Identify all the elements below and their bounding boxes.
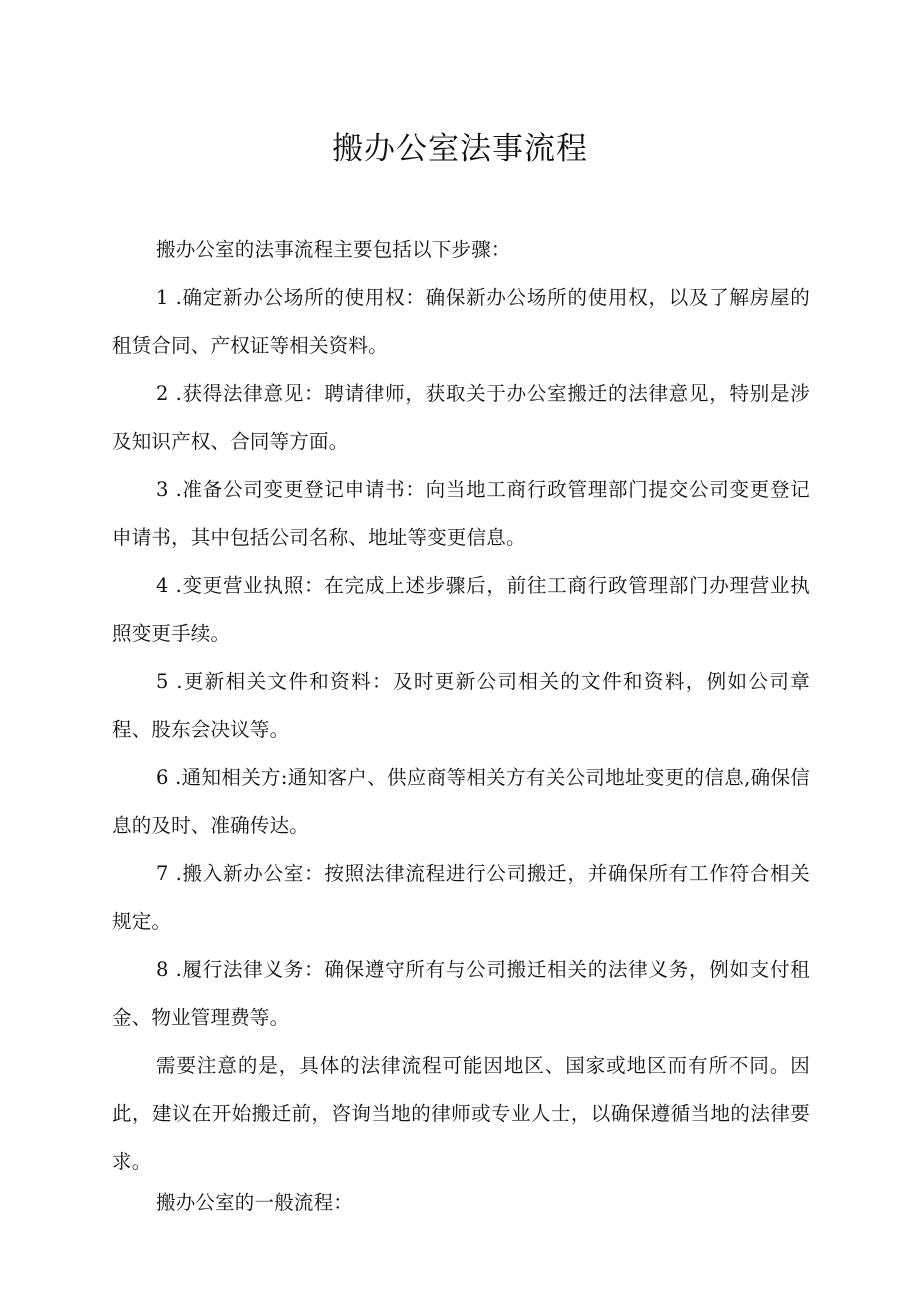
note-paragraph: 需要注意的是，具体的法律流程可能因地区、国家或地区而有所不同。因此，建议在开始搬迁前，咨询当地的律师或专业人士，以确保遵循当地的法律要求。 [112, 1054, 810, 1173]
document-body [112, 226, 810, 1227]
intro-paragraph: 搬办公室的法事流程主要包括以下步骤： [156, 238, 511, 261]
step-2: 2 .获得法律意见：聘请律师，获取关于办公室搬迁的法律意见，特别是涉及知识产权、合同等方面。 [112, 382, 810, 453]
step-8: 8 .履行法律义务：确保遵守所有与公司搬迁相关的法律义务，例如支付租金、物业管理费等。 [112, 958, 810, 1029]
final-heading: 搬办公室的一般流程： [156, 1191, 354, 1214]
step-6: 6 .通知相关方:通知客户、供应商等相关方有关公司地址变更的信息,确保信息的及时、准确传达。 [112, 766, 810, 837]
step-7: 7 .搬入新办公室：按照法律流程进行公司搬迁，并确保所有工作符合相关规定。 [112, 862, 810, 933]
step-5: 5 .更新相关文件和资料：及时更新公司相关的文件和资料，例如公司章程、股东会决议等。 [112, 670, 810, 741]
step-4: 4 .变更营业执照：在完成上述步骤后，前往工商行政管理部门办理营业执照变更手续。 [112, 574, 810, 645]
step-1: 1 .确定新办公场所的使用权：确保新办公场所的使用权，以及了解房屋的租赁合同、产权证等相关资料。 [112, 286, 810, 357]
step-3: 3 .准备公司变更登记申请书：向当地工商行政管理部门提交公司变更登记申请书，其中包括公司名称、地址等变更信息。 [112, 478, 810, 549]
document-title: 搬办公室法事流程 [332, 131, 588, 167]
